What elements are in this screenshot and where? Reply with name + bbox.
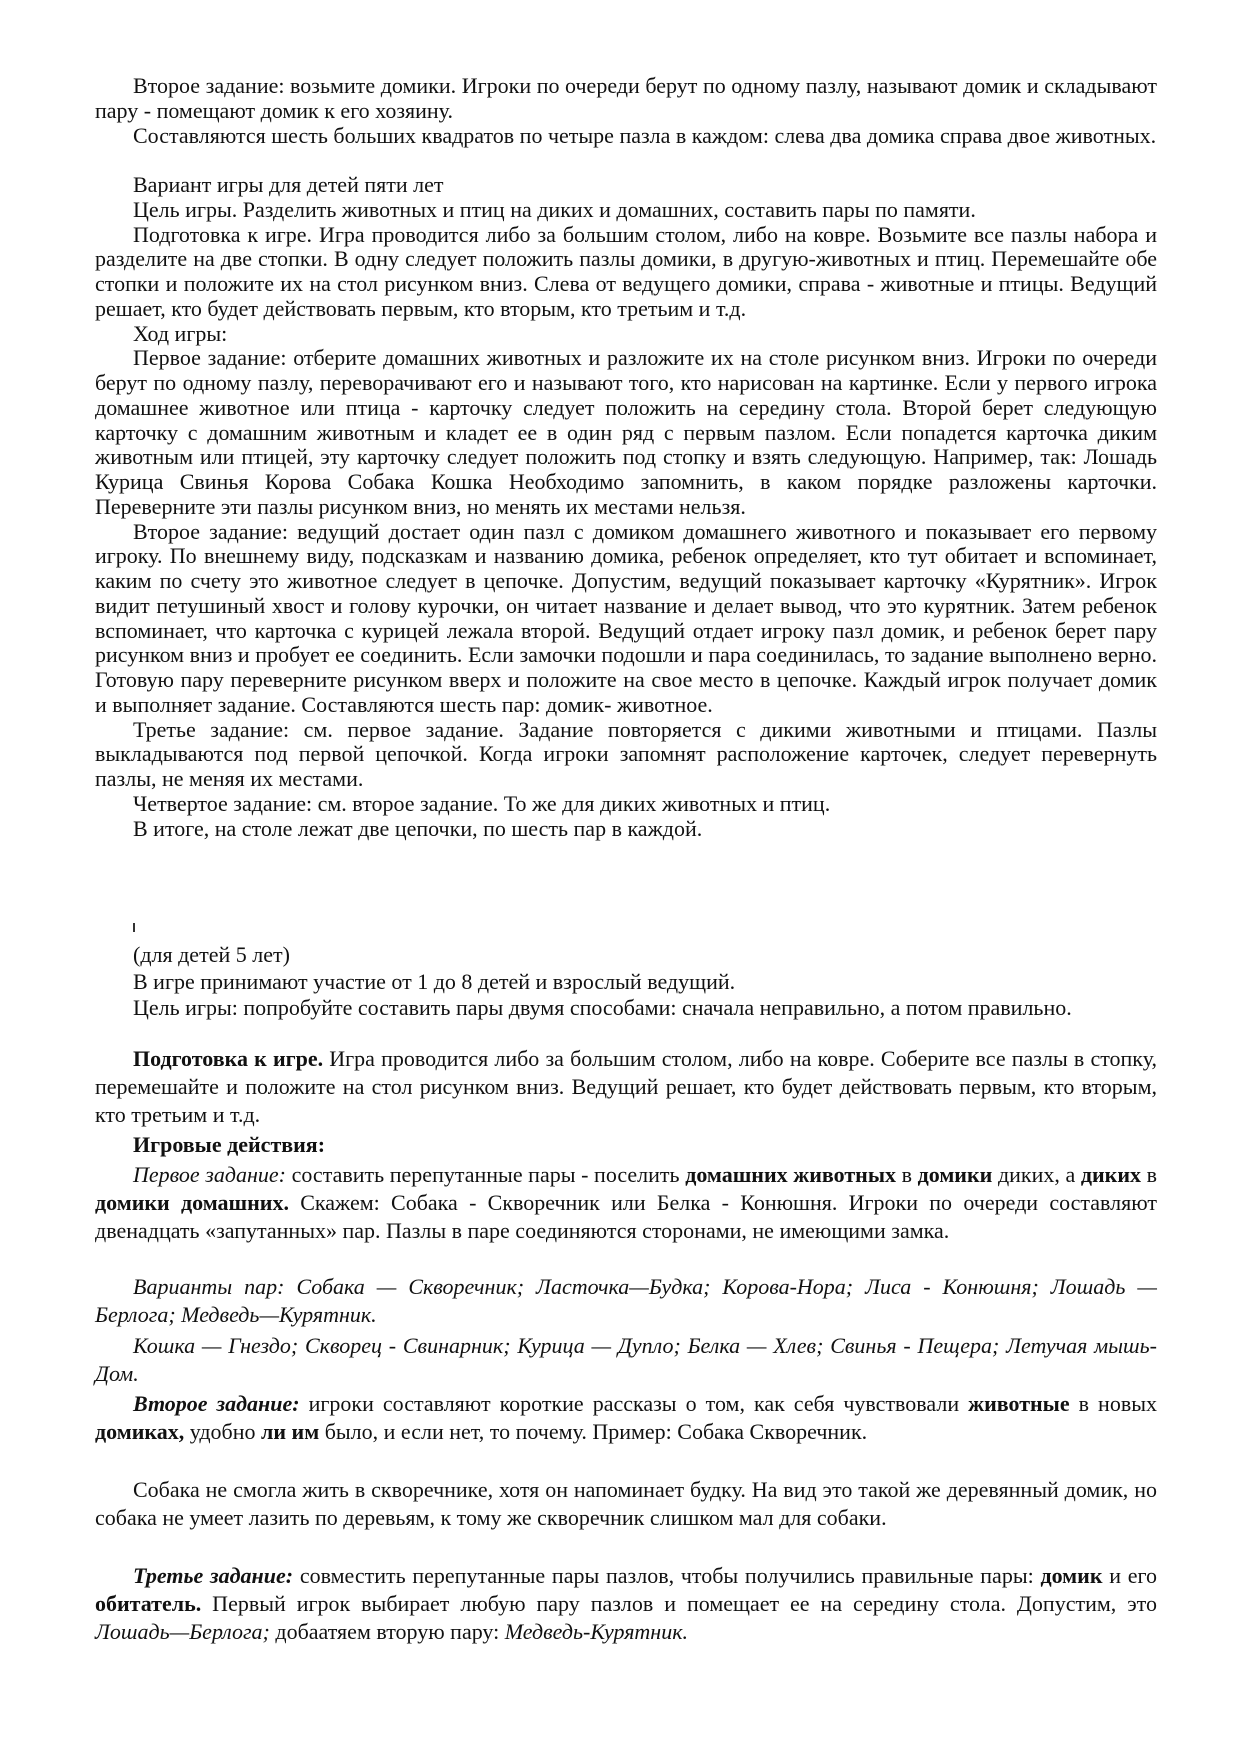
text: удобно (184, 1419, 261, 1444)
second-task (95, 1390, 1157, 1446)
bold-text: домики домашних. (95, 1190, 289, 1215)
participants: В игре принимают участие от 1 до 8 детей и взрослый ведущий. (133, 969, 736, 994)
bold-text: обитатель. (95, 1591, 202, 1616)
text: составить перепутанные пары - поселить (286, 1162, 686, 1187)
bold-text: домик (1040, 1563, 1103, 1588)
paragraph-second-task-houses: Второе задание: возьмите домики. Игроки по очереди берут по одному пазлу, называют домик и складывают пару - помещают домик к его хозяину. (95, 73, 1157, 123)
paragraph-second-task: Второе задание: ведущий достает один пазл с домиком домашнего животного и показывает его первому игроку. По внешнему виду, подсказкам и названию домика, ребенок определяет, кто тут обитает и вспоминает, каким по счету это животное следует в цепочке. Допустим, ведущий показывает карточку «Курятник». Игрок видит петушиный хвост и голову курочки, он читает название и делает вывод, что это курятник. Затем ребенок вспоминает, что карточка с курицей лежала второй. Ведущий отдает игроку пазл домик, и ребенок берет пару рисунком вниз и пробует ее соединить. Если замочки подошли и пара соединилась, то задание выполнено верно. Готовую пару переверните рисунком вверх и положите на свое место в цепочке. Каждый игрок получает домик и выполняет задание. Составляются шесть пар: домик- животное. (95, 518, 1157, 717)
paragraph-third-task: Третье задание: см. первое задание. Задание повторяется с дикими животными и птицами. Пазлы выкладываются под первой цепочкой. Когда игроки запомнят расположение карточек, следует перевернуть пазлы, не меняя их местами. (95, 716, 1157, 791)
paragraph-first-task: Первое задание: отберите домашних животных и разложите их на столе рисунком вниз. Игроки по очереди берут по одному пазлу, переворачивают его и называют того, кто нарисован на картинке. Если у первого игрока домашнее животное или птица - карточку следует положить на середину стола. Второй берет следующую карточку с домашним животным и кладет ее в один ряд с первым пазлом. Если попадется карточка диким животным или птицей, эту карточку следует положить под стопку и взять следующую. Например, так: Лошадь Курица Свинья Корова Собака Кошка Необходимо запомнить, в каком порядке разложены карточки. Переверните эти пазлы рисунком вниз, но менять их местами нельзя. (95, 345, 1157, 519)
third-task (95, 1562, 1157, 1646)
text: и его (1102, 1563, 1157, 1588)
pair-variants-1 (95, 1273, 1157, 1329)
game-actions-heading (95, 1131, 1157, 1159)
bold-text: домики (917, 1162, 993, 1187)
text: в новых (1069, 1391, 1157, 1416)
bold-text: домиках, (95, 1419, 185, 1444)
text: было, и если нет, то почему. Пример: Собака Скворечник. (319, 1419, 868, 1444)
second-task-label: Второе задание: (133, 1391, 300, 1416)
game-actions-label: Игровые действия: (133, 1132, 326, 1157)
first-task-label: Первое задание: (133, 1162, 287, 1187)
paragraph-result: В итоге, на столе лежат две цепочки, по шесть пар в каждой. (133, 815, 703, 841)
italic-text: Лошадь—Берлога; (95, 1619, 270, 1644)
pair-variants-text: Кошка — Гнездо; Скворец - Свинарник; Курица — Дупло; Белка — Хлев; Свинья - Пещера; Летучая мышь- Дом. (95, 1333, 1157, 1386)
first-task (95, 1161, 1157, 1245)
preparation-text: Игра проводится либо за большим столом, либо на ковре. Соберите все пазлы в стопку, перемешайте и положите на стол рисунком вниз. Ведущий решает, кто будет действовать первым, кто вторым, кто третьим и т.д. (95, 1046, 1157, 1127)
section-five-year-variant (95, 74, 1157, 841)
game-flow-heading: Ход игры: (133, 320, 228, 346)
text: игроки составляют короткие рассказы о том, как себя чувствовали (299, 1391, 969, 1416)
goal: Цель игры: попробуйте составить пары двумя способами: сначала неправильно, а потом правильно. (133, 995, 1072, 1020)
text: Первый игрок выбирает любую пару пазлов и помещает ее на середину стола. Допустим, это (201, 1591, 1157, 1616)
preparation-label: Подготовка к игре. (133, 1046, 324, 1071)
paragraph-preparation: Подготовка к игре. Игра проводится либо за большим столом, либо на ковре. Возьмите все пазлы набора и разделите на две стопки. В одну следует положить пазлы домики, в другую-животных и птиц. Перемешайте обе стопки и положите их на стол рисунком вниз. Слева от ведущего домики, справа - животные и птицы. Ведущий решает, кто будет действовать первым, кто вторым, кто третьим и т.д. (95, 221, 1157, 321)
text: в (896, 1162, 918, 1187)
paragraph-goal: Цель игры. Разделить животных и птиц на диких и домашних, составить пары по памяти. (133, 196, 976, 222)
pair-variants-text: Варианты пар: Собака — Скворечник; Ласточка—Будка; Корова-Нора; Лиса - Конюшня; Лошадь — Берлога; Медведь—Курятник. (95, 1274, 1157, 1327)
third-task-label: Третье задание: (133, 1563, 294, 1588)
bold-text: ли им (261, 1419, 320, 1444)
text: Скажем: Собака - Скворечник или Белка - Конюшня. Игроки по очереди составляют двенадцать «запутанных» пар. Пазлы в паре соединяются сторонами, не имеющими замка. (95, 1190, 1157, 1243)
bold-text: животные (968, 1391, 1070, 1416)
text: диких, а (992, 1162, 1081, 1187)
italic-text: Медведь-Курятник. (504, 1619, 689, 1644)
text: совместить перепутанные пары пазлов, чтобы получились правильные пары: (293, 1563, 1041, 1588)
age-note: (для детей 5 лет) (133, 942, 290, 967)
text: добаатяем вторую пару: (269, 1619, 505, 1644)
variant-heading: Вариант игры для детей пяти лет (133, 172, 444, 197)
bold-text: диких (1080, 1162, 1142, 1187)
dog-story: Собака не смогла жить в скворечнике, хотя он напоминает будку. На вид это такой же деревянный домик, но собака не умеет лазить по деревьям, к тому же скворечник слишком мал для собаки. (95, 1477, 1157, 1530)
pair-variants-2 (95, 1332, 1157, 1388)
stray-mark (133, 923, 135, 932)
paragraph-squares: Составляются шесть больших квадратов по четыре пазла в каждом: слева два домика справа двое животных. (133, 122, 1157, 148)
preparation (95, 1045, 1157, 1129)
bold-text: домашних животных (685, 1162, 896, 1187)
text: в (1141, 1162, 1158, 1187)
blank-line (95, 148, 1157, 173)
paragraph-fourth-task: Четвертое задание: см. второе задание. То же для диких животных и птиц. (133, 790, 831, 816)
